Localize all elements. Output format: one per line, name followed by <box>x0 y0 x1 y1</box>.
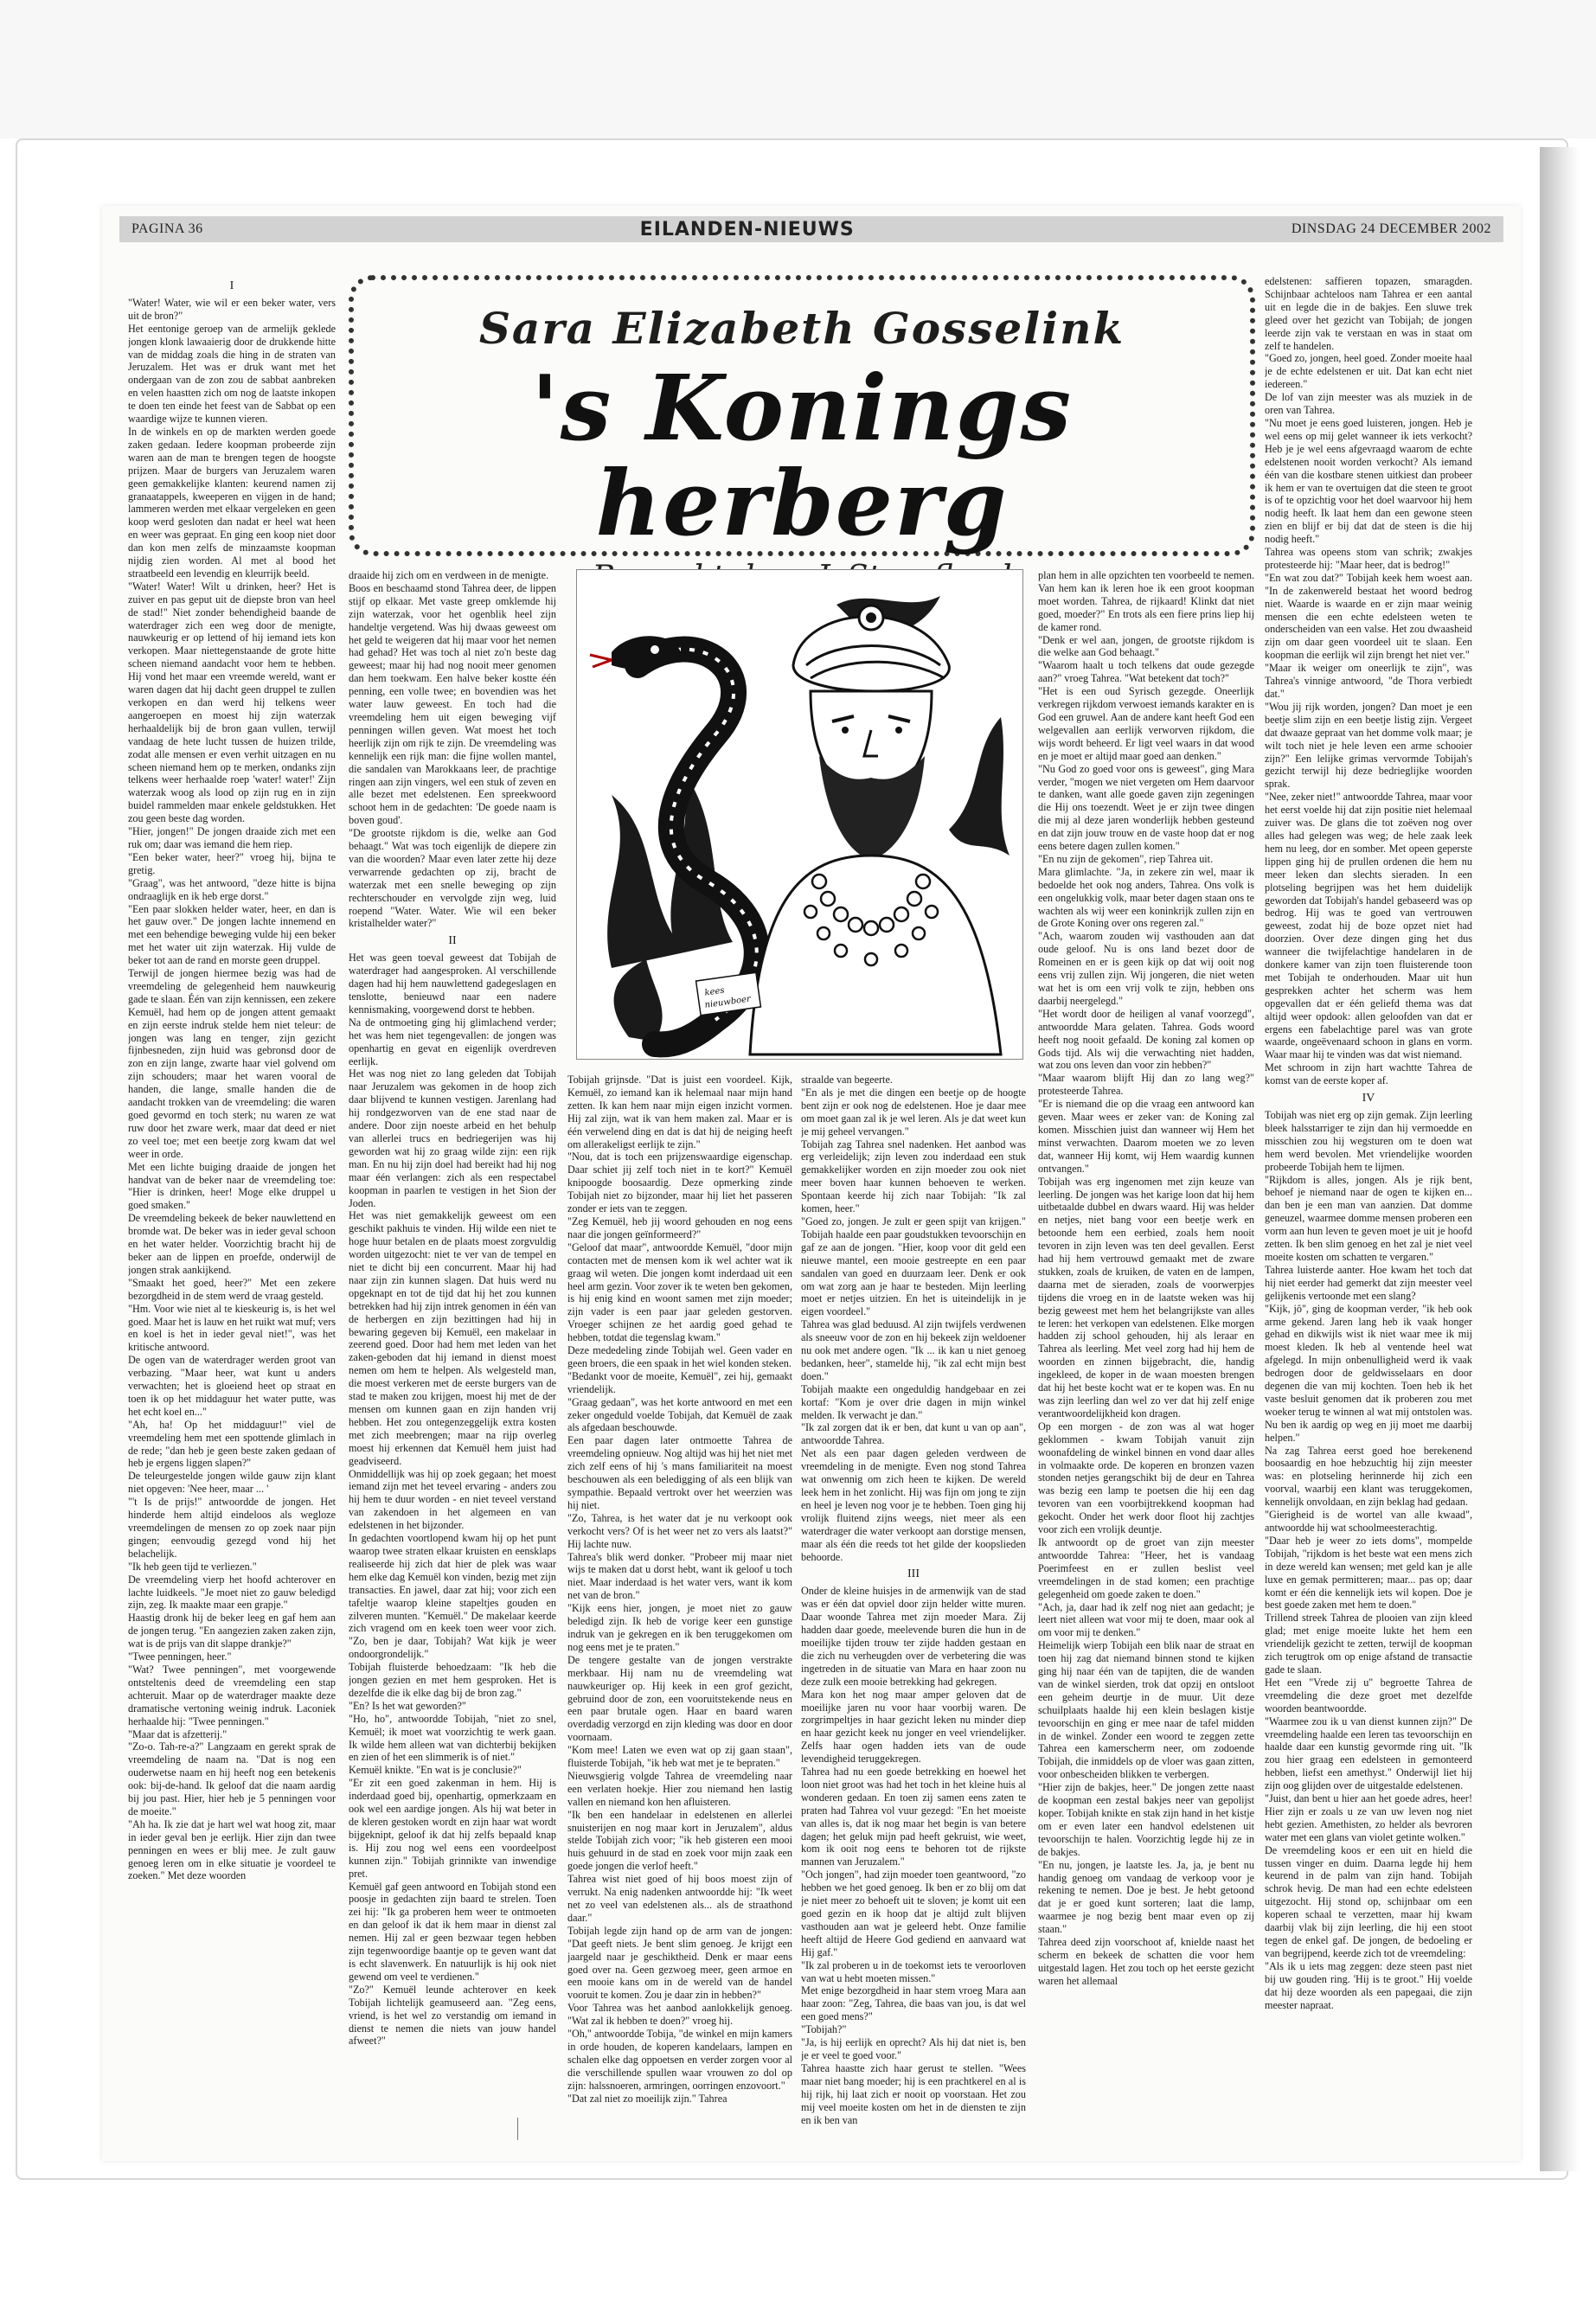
article-paragraph: Trillend streek Tahrea de plooien van zijn kleed glad; met enige moeite lukte het hem een vriendelijk gezicht te zetten, terwijl de koopman zich terugtrok om op enige afstand de transactie gade te slaan. <box>1265 1612 1472 1676</box>
article-paragraph: Net als een paar dagen geleden verdween de vreemdeling in de menigte. Even nog stond Tahrea wat onwennig om zich heen te kijken. De wereld leek hem in het zonlicht. Hij was fijn om jong te zijn en heel je leven nog voor je te hebben. Toen ging hij vrolijk fluitend zijns weegs, niet meer als een waterdrager die water verkoopt aan dorstige mensen, maar als één die reeds tot het gilde der koopslieden behoorde. <box>801 1447 1026 1563</box>
article-paragraph: Het was geen toeval geweest dat Tobijah de waterdrager had aangesproken. Al verschillende dagen had hij hem nauwlettend gadegeslagen en tenslotte, benieuwd naar een nadere kennismaking, voorgewend dorst te hebben. <box>349 952 556 1016</box>
chapter-number: III <box>907 1567 920 1581</box>
article-paragraph: Met schroom in zijn hart wachtte Tahrea de komst van de eerste koper af. <box>1265 1061 1472 1087</box>
article-paragraph: Tobijah fluisterde behoedzaam: "Ik heb die jongen gezien en met hem gesproken. Het is dezelfde die ik elke dag bij de bron zag." <box>349 1661 556 1699</box>
text-column-2 <box>349 569 556 2135</box>
article-paragraph: Mara glimlachte. "Ja, in zekere zin wel, maar ik bedoelde het ook nog anders, Tahrea. Ons volk is een ongelukkig volk, maar beter dagen staan ons te wachten als wij weer een koninkrijk zullen zijn en de Grote Koning over ons regeren zal." <box>1038 865 1254 930</box>
article-paragraph: "Ik heb geen tijd te verliezen." <box>128 1560 257 1573</box>
page-number: PAGINA 36 <box>131 221 203 236</box>
article-paragraph: Onder de kleine huisjes in de armenwijk van de stad was er één dat opviel door zijn helder witte muren. Daar woonde Tahrea met zijn moeder Mara. Zij hadden daar goede, meelevende buren die hun in de moeilijke tijden trouw ter zijde hadden gestaan en die zich nu verheugden over de verbetering die was ingetreden in de situatie van Mara en haar zoon nu deze zulk een mooie betrekking had gekregen. <box>801 1585 1026 1688</box>
article-paragraph: "Er zit een goed zakenman in hem. Hij is inderdaad goed bij, openhartig, opmerkzaam en ook wel een aardige jongen. Als hij wat beter in de kleren gestoken wordt en zijn haar wat wordt bijgeknipt, geloof ik dat hij zelfs bepaald knap is. Hij zou nog wel eens een voordeelpost kunnen zijn." Tobijah grinnikte van inwendige pret. <box>349 1777 556 1880</box>
article-paragraph: Tahrea was glad beduusd. Al zijn twijfels verdwenen als sneeuw voor de zon en hij bekeek zijn weldoener nu ook met andere ogen. "Ik ... ik kan u niet genoeg bedanken, heer", stamelde hij, "ik zal echt mijn best doen." <box>801 1318 1026 1382</box>
article-paragraph: "Kijk eens hier, jongen, je moet niet zo gauw beledigd zijn. Ik heb de vorige keer een gunstige indruk van je gekregen en ik ben teruggekomen om nog eens met je te praten." <box>567 1602 792 1653</box>
article-paragraph: Tobijah was erg ingenomen met zijn keuze van leerling. De jongen was het karige loon dat hij hem uitbetaalde dubbel en dwars waard. Hij was helder en netjes, niet bang voor een beetje werk en betoonde hem een eerbied, zoals hem nooit tevoren in zijn leven was ten deel gevallen. Eerst had hij hem vertrouwd gemaakt met de zware stukken, zoals de kruiken, de vaten en de lampen, daarna met de sieraden, zoals de voorwerpjes tijdens die vroeg en in de laatste weken was hij bezig geweest met hem het belangrijkste van alles te leren: het verkopen van edelstenen. Elke morgen hadden zij school gehouden, hij als leraar en Tahrea als leerling. Met veel zorg had hij hem de woorden en zinnen bijgebracht, die, handig ingekleed, de koper in de waan moesten brengen dat hij het beste kocht wat er te kopen was. En nu was zijn leerling dan wel zo ver dat hij zelf enige verantwoordelijkheid kon dragen. <box>1038 1175 1254 1420</box>
article-paragraph: "Ja, is hij eerlijk en oprecht? Als hij dat niet is, ben je er veel te goed voor." <box>801 2036 1026 2061</box>
article-paragraph: Kemuël knikte. "En wat is je conclusie?" <box>349 1764 522 1777</box>
article-paragraph: "Oh," antwoordde Tobija, "de winkel en mijn kamers in orde houden, de koperen kandelaars, lampen en schalen elke dag oppoetsen en verder zorgen voor al die verschillende spullen waar vrouwen zo dol op zijn: halssnoeren, armringen, oorringen enzovoort." <box>567 2028 792 2092</box>
chapter-number: I <box>229 279 234 292</box>
text-column-6 <box>1265 275 1472 2135</box>
article-paragraph: "Zo, Tahrea, is het water dat je nu verkoopt ook verkocht vers? Of is het weer net zo vers als laatst?" Hij lachte nuw. <box>567 1511 792 1550</box>
article-paragraph: "Ik zal proberen u in de toekomst iets te veroorloven van wat u hebt moeten missen." <box>801 1958 1026 1984</box>
article-paragraph: Kemuël gaf geen antwoord en Tobijah stond een poosje in gedachten zijn baard te strelen. Toen zei hij: "Ik ga proberen hem weer te ontmoeten en dan geloof ik dat ik hem maar in dienst zal nemen. Hij zal er geen bezwaar tegen hebben zijn tegenwoordige baantje op te geven want dat is echt slavenwerk. En natuurlijk is hij ook niet gewend om veel te verdienen." <box>349 1880 556 1983</box>
article-paragraph: Nieuwsgierig volgde Tahrea de vreemdeling naar een verlaten hoekje. Hier zou niemand hen lastig vallen en niemand kon hen afluisteren. <box>567 1769 792 1808</box>
article-paragraph: Ik antwoordt op de groet van zijn meester antwoordde Tahrea: "Heer, het is vandaag Poerimfeest en er zullen beslist veel vreemdelingen in de stad komen; een prachtige gelegenheid om goede zaken te doen." <box>1038 1535 1254 1600</box>
article-paragraph: Met een lichte buiging draaide de jongen het handvat van de beker naar de vreemdeling toe: "Hier is drinken, heer! Moge elke druppel u goed smaken." <box>128 1160 336 1212</box>
article-paragraph: Met enige bezorgdheid in haar stem vroeg Mara aan haar zoon: "Zeg, Tahrea, die baas van jou, is dat wel een goed mens?" <box>801 1984 1026 2023</box>
page-curl-shadow <box>1540 147 1579 2171</box>
article-paragraph: De lof van zijn meester was als muziek in de oren van Tahrea. <box>1265 391 1472 417</box>
article-paragraph: "Maar waarom blijft Hij dan zo lang weg?" protesteerde Tahrea. <box>1038 1072 1254 1098</box>
article-paragraph: Tobijah legde zijn hand op de arm van de jongen: "Dat geeft niets. Je bent slim genoeg. Je krijgt een jaargeld naar je geschiktheid. Denk er maar eens goed over na. Geen gezwoeg meer, geen armoe en een mooie kans om in de wereld van de handel vooruit te komen. Zou je daar zin in hebben?" <box>567 1924 792 2002</box>
article-paragraph: "Hier zijn de bakjes, heer." De jongen zette naast de koopman een zestal bakjes neer van gepolijst koper. Tobijah knikte en stak zijn hand in het kistje om er even later een handvol edelstenen uit tevoorschijn te halen. Voorzichtig legde hij ze in de bakjes. <box>1038 1781 1254 1858</box>
article-paragraph: "En wat zou dat?" Tobijah keek hem woest aan. "In de zakenwereld bestaat het woord bedrog niet. Waarde is waarde en er zijn maar weinig mensen die een echte edelsteen weten te onderscheiden van een valse. Het zou dwaasheid zijn om daar geen voordeel uit te slaan. Een koopman die eerlijk wil zijn brengt het niet ver." <box>1265 571 1472 662</box>
article-paragraph: Tobijah maakte een ongeduldig handgebaar en zei kortaf: "Kom je over drie dagen in mijn winkel melden. Ik verwacht je dan." <box>801 1382 1026 1421</box>
article-paragraph: "Dat zal niet zo moeilijk zijn." Tahrea <box>567 2092 727 2105</box>
article-paragraph: "Smaakt het goed, heer?" Met een zekere bezorgdheid in de stem werd de vraag gesteld. <box>128 1276 336 1302</box>
article-paragraph: Een paar dagen later ontmoette Tahrea de vreemdeling opnieuw. Nog altijd was hij het niet met zich zelf eens of hij 's mans familiariteit na moest beschouwen als een beledigging of als een blijk van sympathie. Bepaald vertrokt over het weerzien was hij niet. <box>567 1434 792 1511</box>
article-paragraph: straalde van begeerte. <box>801 1074 893 1086</box>
article-paragraph: "Kom mee! Laten we even wat op zij gaan staan", fluisterde Tobijah, "ik heb wat met je te bepraten." <box>567 1744 792 1770</box>
article-title: 's Konings herberg <box>530 355 1074 556</box>
article-paragraph: "De grootste rijkdom is die, welke aan God behaagt." Wat was toch eigenlijk de diepere zin van die woorden? Maar even later zette hij deze verwarrende gedachten op zij, bracht de waterzak met een snelle beweging op zijn rechterschouder en vervolgde zijn weg, luid roepend "Water. Water. Wie wil een beker kristalhelder water?" <box>349 827 556 930</box>
fold-mark <box>517 2118 518 2140</box>
article-paragraph: Heimelijk wierp Tobijah een blik naar de straat en toen hij zag dat niemand binnen stond te kijken ging hij naar één van de tapijten, die de wanden van de winkel sierden, trok dat opzij en ontsloot een geheim deurtje in de muur. Uit deze schuilplaats haalde hij een klein beslagen kistje tevoorschijn en ging er mee naar de tafel midden in de winkel. Zonder een woord te zeggen zette Tahrea een kamerscherm neer, om zodoende Tobijah, die inmiddels op de vloer was gaan zitten, voor onbescheiden blikken te verbergen. <box>1038 1639 1254 1781</box>
article-paragraph: "Juist, dan bent u hier aan het goede adres, heer! Hier zijn er zoals u ze van uw leven nog niet hebt gezien. Amethisten, zo helder als bevroren water met een glans van violet getinte wolken." <box>1265 1792 1472 1843</box>
article-paragraph: In gedachten voortlopend kwam hij op het punt waarop twee straten elkaar kruisten en eensklaps realiseerde hij zich dat hier de plek was waar hem elke dag Kemuël kon vinden, bezig met zijn transacties. En jawel, daar zat hij; voor zich een tafeltje waarop kleine stapeltjes gouden en zilveren munten. "Kemuël." De makelaar keerde zich vragend om en keek toen weer voor zich. "Zo, ben je daar, Tobijah? Wat kijk je weer ondoorgrondelijk." <box>349 1532 556 1661</box>
article-paragraph: "Twee penningen, heer." <box>128 1650 232 1663</box>
article-paragraph: Haastig dronk hij de beker leeg en gaf hem aan de jongen terug. "En aangezien zaken zaken zijn, wat is de prijs van dit slappe drankje?" <box>128 1612 336 1650</box>
article-paragraph: De vreemdeling koos er een uit en hield die tussen vinger en duim. Daarna legde hij hem keurend in de palm van zijn hand. Tobijah schrok hevig. De man had een echte edelsteen uitgezocht. Hij stond op, schijnbaar om een koperen schaal te verzetten, maar hij kwam daarbij vlak bij zijn leerling, die hij een stoot tegen de enkel gaf. De jongen, de bedoeling er van begrijpend, keerde zich tot de vreemdeling: <box>1265 1843 1472 1959</box>
article-paragraph: "Ah ha. Ik zie dat je hart wel wat hoog zit, maar in ieder geval ben je eerlijk. Hier zijn dan twee penningen en wees er blij mee. Je zult gauw genoeg leren om in elke situatie je voordeel te zoeken." Met deze woorden <box>128 1817 336 1882</box>
article-paragraph: Tobijah zag Tahrea snel nadenken. Het aanbod was erg verleidelijk; zijn leven zou inderdaad een stuk gemakkelijker worden en zijn moeder zou ook niet meer boven haar kunnen behoeven te werken. Spontaan keerde hij zich naar Tobijah: "Ik zal komen, heer." <box>801 1138 1026 1215</box>
article-paragraph: De vreemdeling vierp het hoofd achterover en lachte luidkeels. "Je moet niet zo gauw beledigd zijn, zeg. Ik maakte maar een grapje." <box>128 1573 336 1612</box>
scan-top-margin <box>0 0 1596 138</box>
article-paragraph: Tahrea luisterde aanter. Hoe kwam het toch dat hij niet eerder had gemerkt dat zijn meester veel gelijkenis vertoonde met een slang? <box>1265 1263 1472 1302</box>
article-paragraph: "Maar dat is afzetterij." <box>128 1727 228 1740</box>
article-paragraph: Tobijah grijnsde. "Dat is juist een voordeel. Kijk, Kemuël, zo iemand kan ik helemaal naar mijn hand zetten. Ik kan hem naar mijn eigen inzicht vormen. Hij zal zijn, wat ik van hem maken zal. Maar er is één verwelend ding en dat is dat hij de neiging heeft om allerakeligst eerlijk te zijn." <box>567 1074 792 1150</box>
article-paragraph: "Rijkdom is alles, jongen. Als je rijk bent, behoef je niemand naar de ogen te kijken en... dan ben je een man van aanzien. Dat domme geneuzel, waarmee domme mensen proberen een vorm aan hun leven te geven moet je uit je hoofd zetten. Ik ben slim genoeg en het zal je niet veel moeite kosten om schatten te vergaren." <box>1265 1173 1472 1263</box>
article-paragraph: "'t Is de prijs!" antwoordde de jongen. Het hinderde hem altijd eindeloos als wegloze vreemdelingen de mensen zo op zoek naar pijn gingen; eenvoudig gezegd vond hij het belachelijk. <box>128 1496 336 1560</box>
article-paragraph: "Ah, ha! Op het middaguur!" viel de vreemdeling hem met een spottende glimlach in de rede; "dan heb je geen beste zaken gedaan of heb je ergens liggen slapen?" <box>128 1418 336 1470</box>
article-paragraph: Tahrea was opeens stom van schrik; zwakjes protesteerde hij: "Maar heer, dat is bedrog!" <box>1265 546 1472 571</box>
article-paragraph: Na zag Tahrea eerst goed hoe berekenend boosaardig en hoe hebzuchtig hij zijn meester was: en plotseling herinnerde hij zich een voorval, waarbij een klant was teruggekomen, kennelijk onvoldaan, en zijn beklag had gedaan. <box>1265 1444 1472 1509</box>
article-paragraph: "Zo-o. Tah-re-a?" Langzaam en gerekt sprak de vreemdeling de naam na. "Dat is nog een ouderwetse naam en hij heeft nog een betekenis ook: bij-de-hand. Ik geloof dat die naam aardig bij jou past. Hier, hier heb je 5 penningen voor de moeite." <box>128 1740 336 1817</box>
article-author: Sara Elizabeth Gosselink <box>478 303 1125 354</box>
article-paragraph: "Bedankt voor de moeite, Kemuël", zei hij, gemaakt vriendelijk. <box>567 1369 792 1395</box>
article-paragraph: "Graag", was het antwoord, "deze hitte is bijna ondraaglijk en ik heb erge dorst." <box>128 876 336 902</box>
article-paragraph: "Maar ik weiger om oneerlijk te zijn", was Tahrea's vinnige antwoord, "de Thora verbiedt dat." <box>1265 662 1472 700</box>
illustration <box>576 569 1023 1060</box>
page-header <box>119 216 1503 242</box>
article-paragraph: "Hm. Voor wie niet al te kieskeurig is, is het wel goed. Maar het is lauw en het ruikt wat muf; vers en koel is het in ieder geval niet!", was het kritische antwoord. <box>128 1302 336 1354</box>
article-paragraph: "Nu moet je eens goed luisteren, jongen. Heb je wel eens op mij gelet wanneer ik iets verkocht? Heb je je wel eens afgevraagd waarom de echte edelstenen nooit worden verkocht? Als iemand één van die kostbare stenen uitkiest dan probeer ik hem er van te overtuigen dat die steen te groot is of te opzichtig voor het doel waarvoor hij hem nodig heeft. Ik laat hem dan een gewone steen zien en blijf er bij dat dat de steen is die hij nodig heeft." <box>1265 416 1472 546</box>
article-paragraph: "Ach, ja, daar had ik zelf nog niet aan gedacht; je leert niet alleen wat voor mij te doen, maar ook al om voor mij te denken." <box>1038 1600 1254 1639</box>
article-paragraph: "Zo?" Kemuël leunde achterover en keek Tobijah lichtelijk geamuseerd aan. "Zeg eens, vriend, is het wel zo verstandig om iemand in dienst te nemen die niets van jouw handel afweet?" <box>349 1983 556 2048</box>
text-column-3 <box>567 1074 792 2135</box>
article-paragraph: Onmiddellijk was hij op zoek gegaan; het moest iemand zijn met het teveel ervaring - anders zou hij hem te duur worden - en niet teveel verstand van zakendoen in het algemeen en van edelstenen in het bijzonder. <box>349 1467 556 1532</box>
text-column-1 <box>128 275 336 2135</box>
article-paragraph: "Een paar slokken helder water, heer, en dan is het gauw over." De jongen lachte innemend en met een behendige beweging vulde hij een beker met het water uit zijn waterzak. Hij vulde de beker tot aan de rand en morste geen druppel. <box>128 902 336 967</box>
article-paragraph: Op een morgen - de zon was al wat hoger geklommen - kwam Tobijah vanuit zijn woonafdeling de winkel binnen en vond daar alles in volmaakte orde. De koperen en bronzen vazen stonden netjes gerangschikt bij de deur en Tahrea was bezig een lamp te poetsen die hij een dag tevoren van een voorbijtrekkend koopman had gekocht. Onder het werk door floot hij zachtjes voor zich een vrolijk deuntje. <box>1038 1420 1254 1536</box>
svg-text:nieuwboer: nieuwboer <box>703 994 752 1010</box>
illustration-drawing <box>577 570 1022 1059</box>
article-paragraph: "Ik ben een handelaar in edelstenen en allerlei snuisterijen en nog maar kort in Jeruzalem", aldus stelde Tobijah zich voor; "ik heb gisteren een mooi huis gehuurd in de stad en zoek voor mijn zaak een goede jongen die verlof heeft." <box>567 1808 792 1873</box>
article-paragraph: Boos en beschaamd stond Tahrea deer, de lippen stijf op elkaar. Met vaste greep omklemde hij zijn waterzak, voor het ogenblik heel zijn handeltje vergetend. Was hij dwaas geweest om het geld te weigeren dat hij maar voor het nemen had gehad? Het was toch al niet zo'n beste dag geweest; maar hij had nog nooit meer genomen dan hem toekwam. Een halve beker kostte één penning, een volle twee; en bovendien was het water lauw geweest. En toch had die vreemdeling hem uit eigen beweging vijf penningen willen geven. Wat moest het toch heerlijk zijn om rijk te zijn. De vreemdeling was kennelijk een rijk man: die fijne wollen mantel, die sandalen van Marokkaans leer, de prachtige ringen aan zijn vingers, wel een stuk of zeven en alle bezet met edelstenen. Een spreekwoord schoot hem in de gedachten: 'De goede naam is boven goud'. <box>349 581 556 827</box>
article-paragraph: Tahrea had nu een goede betrekking en hoewel het loon niet groot was had het toch in het kleine huis al wonderen gedaan. En toen zij samen eens zaten te praten had Tahrea vol vuur gezegd: "En het moeiste van alles is, dat ik nog maar het begin is van betere dagen; het geluk mijn pad heeft gekruist, wie weet, kom ik ooit nog eens te behoren tot de rijkste mannen van Jeruzalem." <box>801 1766 1026 1868</box>
article-paragraph: "Ach, waarom zouden wij vasthouden aan dat oude geloof. Nu is ons land bezet door de Romeinen en er is geen kijk op dat wij ooit nog eens vrij zullen zijn. Wij jongeren, die niet weten wat het is om een vrij volk te zijn, hebben ons daarbij neergelegd." <box>1038 930 1254 1007</box>
article-paragraph: Deze mededeling zinde Tobijah wel. Geen vader en geen broers, die een spaak in het wiel konden steken. <box>567 1344 792 1369</box>
article-paragraph: "Gierigheid is de wortel van alle kwaad", antwoordde hij wat schoolmeesterachtig. <box>1265 1509 1472 1534</box>
article-paragraph: "Och jongen", had zijn moeder toen geantwoord, "zo hebben we het goed genoeg. Ik ben er zo blij om dat je niet meer zo behoeft uit te sloven; je komt uit een goed gezin en ik hoop dat je altijd zult blijven vasthouden aan wat je geleerd hebt. Onze familie heeft altijd de Heere God gediend en aanvaard wat Hij gaf." <box>801 1868 1026 1958</box>
chapter-number: II <box>448 934 457 948</box>
article-paragraph: "Er is niemand die op die vraag een antwoord kan geven. Maar wees er zeker van: de Koning zal komen. Misschien juist dan wanneer wij Hem het minst verwachten. Daarom moeten we zo leven dat, wanneer Hij komt, wij Hem waardig kunnen ontvangen." <box>1038 1098 1254 1175</box>
article-paragraph: "Hier, jongen!" De jongen draaide zich met een ruk om; daar was iemand die hem riep. <box>128 825 336 850</box>
article-paragraph: Het was nog niet zo lang geleden dat Tobijah naar Jeruzalem was gekomen in de hoop zich daar blijvend te kunnen vestigen. Jarenlang had hij rondgezworven van de ene stad naar de andere. Door zijn noeste arbeid en het behulp van allerlei trucs en bedriegerijen was hij geworden wat hij zo graag wilde zijn: een rijk man. En nu hij zijn doel had bereikt had hij nog maar één verlangen: zich als een respectabel koopman in paarlen te vestigen in het Sion der Joden. <box>349 1067 556 1209</box>
article-paragraph: "Ho, ho", antwoordde Tobijah, "niet zo snel, Kemuël; ik moet wat voorzichtig te werk gaan. Ik wilde hem alleen wat van dichterbij bekijken en zien of het een slimmerik is of niet." <box>349 1712 556 1764</box>
article-paragraph: draaide hij zich om en verdween in de menigte. <box>349 569 549 581</box>
article-paragraph: "Daar heb je weer zo iets doms", mompelde Tobijah, "rijkdom is het beste wat een mens zich in deze wereld kan wensen; met geld kan je alle luxe en gemak permitteren; maar... pas op; daar komt er één die kennelijk iets wil kopen. Doe je best goede zaken met hem te doen." <box>1265 1534 1472 1612</box>
article-paragraph: "Kijk, jô", ging de koopman verder, "ik heb ook arme gekend. Jaren lang heb ik vaak honger gehad en dikwijls wist ik niet waar mee ik mij moest kleden. Ik heb al ventende heel wat afgelegd. In mijn onbenulligheid werd ik vaak bedrogen door de geldwisselaars en door degenen die van mij kochten. Toen heb ik het vaste besluit genomen dat ik proberen zou met woeker terug te winnen al wat mij ontstolen was. Nu ben ik aardig op weg en jij moet me daarbij helpen." <box>1265 1302 1472 1444</box>
article-paragraph: Tahrea wist niet goed of hij boos moest zijn of verrukt. Na enig nadenken antwoordde hij: "Ik weet net zo veel van edelstenen als... als de straathond daar." <box>567 1873 792 1924</box>
article-paragraph: "Geloof dat maar", antwoordde Kemuël, "door mijn contacten met de mensen kom ik wel achter wat ik graag wil weten. Die jongen komt inderdaad uit een heel arm gezin. Voor zover ik te weten ben gekomen, is hij enig kind en woont samen met zijn moeder; zijn vader is een paar jaar geleden gestorven. Vroeger schijnen ze het aardig goed gehad te hebben, totdat die tegenslag kwam." <box>567 1240 792 1344</box>
article-paragraph: De ogen van de waterdrager werden groot van verbazing. "Maar heer, wat kunt u anders verwachten; het is gloeiend heet op straat en toen ik op het middaguur het water putte, was het echt koel en..." <box>128 1354 336 1418</box>
article-paragraph: Voor Tahrea was het aanbod aanlokkelijk genoeg. "Wat zal ik hebben te doen?" vroeg hij. <box>567 2002 792 2028</box>
article-paragraph: Tahrea haastte zich haar gerust te stellen. "Wees maar niet bang moeder; hij is een prachtkerel en al is hij rijk, hij laat zich er nooit op voorstaan. Het zou mij veel moeite kosten om het in de diensten te zijn en ik ben van <box>801 2061 1026 2126</box>
masthead: EILANDEN-NIEUWS <box>639 218 855 240</box>
article-paragraph: "Nou, dat is toch een prijzenswaardige eigenschap. Daar schiet jij zelf toch niet in te kort?" Kemuël knipoogde boosaardig. Deze opmerking zinde Tobijah niet zo bijzonder, maar hij liet het passeren zonder er iets van te zeggen. <box>567 1150 792 1215</box>
article-paragraph: "Nee, zeker niet!" antwoordde Tahrea, maar voor het eerst voelde hij dat zijn positie niet helemaal zuiver was. De glans die tot zoëven nog over alles had gelegen was weg; de hele zaak leek hem nu leeg, dor en somber. Met opeen geperste lippen ging hij de prullen ordenen die hem nu meer leken dan slechts sieraden. In een plotseling begrijpen was het hem duidelijk geworden dat Tobijah's handel gebaseerd was op bedrog. Hij was te goed van vertrouwen geweest, zodat hij de boze opzet niet had doorzien. Over deze dingen ging het dus wanneer die twijfelachtige handelaren in de donkere kamer van zijn toen fluisterende toon met Tobijah te onderhouden. Maar uit hun gesprekken achter het scherm was hem opgevallen dat er één geliefd thema was dat altijd weer opdook: allen geloofden van dat er ergens een fabelachtige parel was van grote waarde, ongeëvenaard schoon in glans en vorm. Waar maar hij te vinden was dat wist niemand. <box>1265 791 1472 1061</box>
article-paragraph: "Waarom haalt u toch telkens dat oude gezegde aan?" vroeg Tahrea. "Wat betekent dat toch?" <box>1038 659 1254 685</box>
article-paragraph: "Water! Water, wie wil er een beker water, vers uit de bron?" <box>128 296 336 322</box>
article-paragraph: Tahrea's blik werd donker. "Probeer mij maar niet wijs te maken dat u dorst hebt, want ik geloof u toch niet. Maar inderdaad is het water vers, want ik kom net van de bron." <box>567 1550 792 1602</box>
article-paragraph: De vreemdeling bekeek de beker nauwlettend en bromde wat. De beker was in ieder geval schoon en het water helder. Voorzichtig bracht hij de beker aan de lippen en proefde, onderwijl de jongen strak aankijkend. <box>128 1212 336 1276</box>
article-paragraph: Het een "Vrede zij u" begroette Tahrea de vreemdeling die deze groet met dezelfde woorden beantwoordde. <box>1265 1676 1472 1715</box>
article-paragraph: Het eentonige geroep van de armelijk geklede jongen klonk lawaaierig door de drukkende hitte van de middag zoals die hing in de straten van Jeruzalem. Het was er druk want met het ondergaan van de zon zou de sabbat aanbreken en velen haastten zich om nog de laatste inkopen te doen ten einde het feest van de Sabbat op een waardige wijze te kunnen vieren. <box>128 322 336 426</box>
article-paragraph: plan hem in alle opzichten ten voorbeeld te nemen. Van hem kan ik leren hoe ik een groot koopman moet worden. Tahrea, de rijkaard! Klinkt dat niet goed, moeder?" En trots als een fiere prins liep hij de kamer rond. <box>1038 569 1254 633</box>
text-column-5 <box>1038 569 1254 2135</box>
article-paragraph: "Goed zo, jongen, heel goed. Zonder moeite haal je de echte edelstenen er uit. Dat kan echt niet iedereen." <box>1265 352 1472 391</box>
article-paragraph: "Wat? Twee penningen", met voorgewende ontsteltenis deed de vreemdeling een stap achteruit. Maar op de waterdrager maakte deze dramatische vertoning weinig indruk. Laconiek herhaalde hij: "Twee penningen." <box>128 1663 336 1727</box>
article-paragraph: "Graag gedaan", was het korte antwoord en met een zeker ongeduld voelde Tobijah, dat Kemuël de zaak als afgedaan beschouwde. <box>567 1395 792 1434</box>
article-paragraph: "Het is een oud Syrisch gezegde. Oneerlijk verkregen rijkdom verwoest iemands karakter en is God een gruwel. Aan de andere kant heeft God een welgevallen aan eerlijk verworven rijkdom, die wijs wordt beheerd. Er ligt veel waars in dat wood en je moet er altijd maar goed aan denken." <box>1038 685 1254 762</box>
title-banner <box>349 275 1255 556</box>
article-paragraph: Na de ontmoeting ging hij glimlachend verder; het was hem niet tegengevallen: de jongen was openhartig en gevat en eigenlijk overdreven eerlijk. <box>349 1016 556 1067</box>
article-paragraph: "Een beker water, heer?" vroeg hij, bijna te gretig. <box>128 850 336 876</box>
newspaper-page <box>102 206 1521 2161</box>
article-paragraph: Terwijl de jongen hiermee bezig was had de vreemdeling de gelegenheid hem nauwkeurig gade te slaan. Één van zijn kennissen, een zekere Kemuël, had hem op de jongen attent gemaakt en zijn eerste indruk stelde hem niet teleur: de jongen was lang en tenger, zijn gezicht fijnbesneden, zijn huid was gebronsd door de zon en zijn lange, zwarte haar viel golvend om zijn schouders; maar het waren vooral de handen, die lange, smalle handen die de aandacht trokken van de vreemdeling: die waren goed gevormd en toch sterk; nu waren ze wat ruw door het zware werk, maar dat deed er niet zo veel toe; met een beetje zorg kwam dat wel weer in orde. <box>128 967 336 1160</box>
article-paragraph: "En als je met die dingen een beetje op de hoogte bent zijn er ook nog de edelstenen. Hoe je daar mee om moet gaan zal ik je wel leren. Als je dat weet kun je mij geheel vervangen." <box>801 1086 1026 1138</box>
article-paragraph: "Water! Water! Wilt u drinken, heer? Het is zuiver en pas geput uit de diepste bron van heel de stad!" Niet zonder behendigheid baande de waterdrager zich een weg door de menigte, nauwkeurig er op lettend of hij iemand iets kon verkopen. Maar niettegenstaande de grote hitte scheen niemand aandacht voor hem te hebben. Hij vond het maar een vreemde wereld, want er waren dagen dat hij dacht geen druppel te zullen verkopen en dan werd hij telkens weer aangeroepen en moest hij zijn waterzak herhaaldelijk bij de bron gaan vullen, terwijl vandaag de hete lucht tussen de huizen trilde, zodat alle mensen er even verhit uitzagen en nu scheen niemand hem op te merken, ondanks zijn telkens weer herhaalde roep 'water! water!' Zijn waterzak woog als lood op zijn rug en in zijn buidel rammelden maar enkele geldstukken. Het zou geen beste dag worden. <box>128 580 336 825</box>
article-paragraph: "En nu zijn de gekomen", riep Tahrea uit. <box>1038 852 1214 865</box>
article-paragraph: Mara kon het nog maar amper geloven dat de moeilijke jaren nu voor haar voorbij waren. De zorgrimpeltjes in haar gezicht leken nu minder diep en haar gezicht keek nu jonger en veel vriendelijker. Zelfs haar ogen hadden iets van de oude levendigheid teruggekregen. <box>801 1688 1026 1766</box>
article-paragraph: "Zeg Kemuël, heb jij woord gehouden en nog eens naar die jongen geïnformeerd?" <box>567 1215 792 1240</box>
article-paragraph: "Ik zal zorgen dat ik er ben, dat kunt u van op aan", antwoordde Tahrea. <box>801 1421 1026 1447</box>
article-paragraph: De tengere gestalte van de jongen verstrakte merkbaar. Hij nam nu de vreemdeling wat nauwkeuriger op. Hij keek in een grof gezicht, gebruind door de zon, een vooruitstekende neus en een paar brutale ogen. Haar en baard waren overdadig verzorgd en zijn kleding was door en door voornaam. <box>567 1653 792 1744</box>
article-paragraph: "En nu, jongen, je laatste les. Ja, ja, je bent nu handig genoeg om vandaag de verkoop voor je rekening te nemen. Doe je best. Je hebt getoond dat je er goed kunt sorteren; laat die lamp, waarmee je nog bezig bent maar even op zij staan." <box>1038 1858 1254 1936</box>
article-paragraph: Tobijah was niet erg op zijn gemak. Zijn leerling bleek halsstarriger te zijn dan hij vermoedde en misschien zou hij wegsturen om te doen wat hem werd bevolen. Met vriendelijke woorden probeerde Tobijah hem te lijmen. <box>1265 1109 1472 1173</box>
chapter-number: IV <box>1362 1092 1375 1106</box>
article-paragraph: "En? Is het wat geworden?" <box>349 1699 466 1712</box>
article-paragraph: De teleurgestelde jongen wilde gauw zijn klant niet opgeven: 'Nee heer, maar ... ' <box>128 1470 336 1496</box>
article-paragraph: "Het wordt door de heiligen al vanaf voorzegd", antwoordde Mara gelaten. Tahrea. Gods woord heeft nog nooit gefaald. De koning zal komen op Gods tijd. Als wij die verwachting niet hadden, wat zou ons leven dan voor zin hebben?" <box>1038 1007 1254 1072</box>
article-paragraph: "Nu God zo goed voor ons is geweest", ging Mara verder, "mogen we niet vergeten om Hem daarvoor te danken, want alle goede gaven zijn zegeningen die Hij ons toezendt. Weet je er zijn twee dingen die mij al deze jaren wonderlijk hebben gesteund en dat zijn jouw trouw en de vaste hoop dat er nog eens betere dagen zullen komen." <box>1038 762 1254 853</box>
article-paragraph: In de winkels en op de markten werden goede zaken gedaan. Iedere koopman probeerde zijn waren aan de man te brengen tegen de hoogste prijzen. Maar de burgers van Jeruzalem waren geen gemakkelijke klanten: keurend namen zij granaatappels, kweeperen en vijgen in de hand; lammeren werden met elkaar vergeleken en geen koop werd gesloten dan nadat er heel wat heen en weer was gepraat. En ging een koop niet door dan kon men zelfs de minzaamste koopman nijdig zien worden. Al met al bood het straatbeeld een levendig en kleurrijk beeld. <box>128 425 336 580</box>
article-paragraph: Tahrea deed zijn voorschoot af, knielde naast het scherm en bekeek de schatten die voor hem uitgestald lagen. Het zou toch op het eerste gezicht waren het allemaal <box>1038 1936 1254 1987</box>
article-paragraph: "Tobijah?" <box>801 2023 847 2036</box>
article-paragraph: "Waarmee zou ik u van dienst kunnen zijn?" De vreemdeling haalde een leren tas tevoorschijn en haalde daar een kunstig gevormde ring uit. "Ik zou hier graag een edelsteen in gemonteerd hebben, liefst een amethyst." Onderwijl liet hij zijn oog glijden over de uitgestalde edelstenen. <box>1265 1715 1472 1792</box>
text-column-4 <box>801 1074 1026 2135</box>
article-paragraph: "Denk er wel aan, jongen, de grootste rijkdom is die welke aan God behaagt." <box>1038 633 1254 659</box>
article-paragraph: "Goed zo, jongen. Je zult er geen spijt van krijgen." Tobijah haalde een paar goudstukken tevoorschijn en gaf ze aan de jongen. "Hier, koop voor dit geld een nieuwe mantel, een mooie gestreepte en een paar sandalen van goed en duurzaam leer. Denk er ook om wat zorg aan je haar te besteden. Mijn leerling moet er netjes uitzien. En het is uiteindelijk in je eigen voordeel." <box>801 1215 1026 1318</box>
issue-date: DINSDAG 24 DECEMBER 2002 <box>1291 221 1491 236</box>
article-paragraph: Het was niet gemakkelijk geweest om een geschikt pakhuis te vinden. Hij wilde een niet te hoge huur betalen en de plaats moest zorgvuldig worden uitgezocht: niet te ver van de tempel en niet te dicht bij een concurrent. Maar hij had naar zijn zin kunnen slagen. Dat huis werd nu opgeknapt en tot de tijd dat hij het zou kunnen betrekken had hij zijn intrek genomen in één van de herbergen en zijn bezittingen had hij in bewaring gegeven bij Kemuël, een makelaar in zeerend goed. Door had hem met leden van het zaken-geboden dat hij iemand in dienst moest nemen om hem te helpen. Als welgesteld man, die moest verkeren met de eerste burgers van de stad te maken zou krijgen, moest hij met de der mensen om kunnen gaan en zijn handen vrij hebben. Het zou ontegenzeggelijk extra kosten met zich meebrengen; maar na rijp overleg moest hij erkennen dat Kemuël hem juist had geadviseerd. <box>349 1209 556 1467</box>
article-paragraph: "Als ik u iets mag zeggen: deze steen past niet bij uw gouden ring. 'Hij is te groot." Hij voelde dat hij deze woorden als een papegaai, die zijn meester napraat. <box>1265 1959 1472 2011</box>
article-paragraph: edelstenen: saffieren topazen, smaragden. Schijnbaar achteloos nam Tahrea er een aantal uit en legde die in de bakjes. Een sluwe trek gleed over het gezicht van Tobijah; de jongen leerde zijn vak te verstaan en was in staat om zelf te handelen. <box>1265 275 1472 352</box>
svg-text:kees: kees <box>703 985 726 998</box>
article-paragraph: "Wou jij rijk worden, jongen? Dan moet je een beetje slim zijn en een beetje listig zijn. Vergeet dat dwaaze gepraat van het domme volk maar; je wilt toch niet je hele leven een arme schooier zijn?" Een lelijke grimas vervormde Tobijah's gezicht terwijl hij deze bedrieglijke woorden sprak. <box>1265 700 1472 791</box>
